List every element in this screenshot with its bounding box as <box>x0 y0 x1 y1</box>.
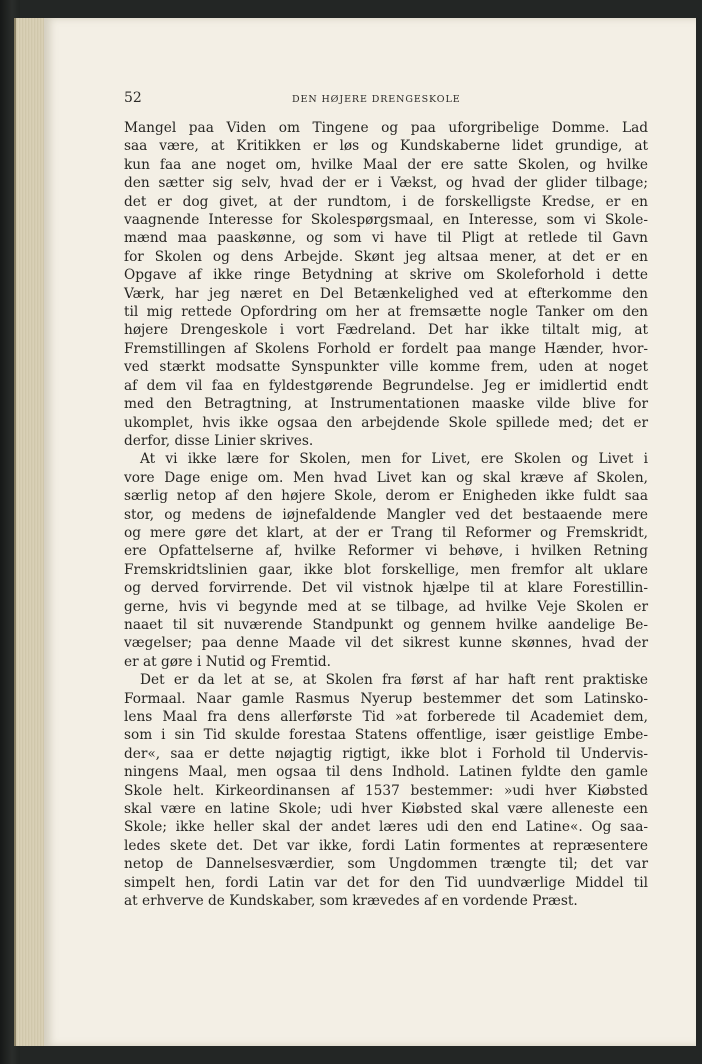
text-line: og mere gøre det klart, at der er Trang til Reformer og Fremskridt, <box>124 524 648 541</box>
text-line: ningens Maal, men ogsaa til dens Indhold. Latinen fyldte den gamle <box>124 764 648 781</box>
text-line: for Skolen og dens Arbejde. Skønt jeg altsaa mener, at det er en <box>124 248 648 265</box>
paragraph <box>124 450 648 671</box>
text-line: Fremskridtslinien gaar, ikke blot forskellige, men fremfor alt uklare <box>124 561 648 578</box>
text-line: Skole helt. Kirkeordinansen af 1537 bestemmer: »udi hver Kiøbsted <box>124 782 648 799</box>
text-line: Opgave af ikke ringe Betydning at skrive om Skoleforhold i dette <box>124 267 648 284</box>
text-line: skal være en latine Skole; udi hver Kiøbsted skal være alleneste een <box>124 801 648 818</box>
text-line: simpelt hen, fordi Latin var det for den Tid uundværlige Middel til <box>124 874 648 891</box>
text-line: ved stærkt modsatte Synspunkter ville komme frem, uden at noget <box>124 359 648 376</box>
text-line: lens Maal fra dens allerførste Tid »at forberede til Academiet dem, <box>124 709 648 725</box>
text-line: ukomplet, hvis ikke ogsaa den arbejdende Skole spillede med; det er <box>124 414 648 431</box>
text-line: derfor, disse Linier skrives. <box>124 432 314 449</box>
text-line: til mig rettede Opfordring om her at fremsætte nogle Tanker om den <box>124 304 648 321</box>
text-line: Formaal. Naar gamle Rasmus Nyerup bestemmer det som Latinsko- <box>124 690 648 707</box>
text-line: vaagnende Interesse for Skolespørgsmaal, en Interesse, som vi Skole- <box>124 212 648 229</box>
text-line: af dem vil faa en fyldestgørende Begrundelse. Jeg er imidlertid endt <box>124 377 648 394</box>
text-line: er at gøre i Nutid og Fremtid. <box>124 653 331 670</box>
text-line: højere Drengeskole i vort Fædreland. Det har ikke tiltalt mig, at <box>124 322 648 339</box>
text-line: særlig netop af den højere Skole, derom er Enigheden ikke fuldt saa <box>124 488 648 505</box>
text-line: ledes skete det. Det var ikke, fordi Latin formentes at repræsentere <box>124 837 648 854</box>
text-line: stor, og medens de iøjnefaldende Mangler ved det bestaaende mere <box>124 506 648 523</box>
text-line: at erhverve de Kundskaber, som krævedes af en vordende Præst. <box>124 893 578 910</box>
text-line: vore Dage enige om. Men hvad Livet kan og skal kræve af Skolen, <box>124 469 648 486</box>
text-line: og derved forvirrende. Det vil vistnok hjælpe til at klare Forestillin- <box>124 580 648 597</box>
text-line: saa være, at Kritikken er løs og Kundskaberne lidet grundige, at <box>124 138 648 155</box>
text-line: det er dog givet, at der rundtom, i de forskelligste Kredse, er en <box>124 193 648 210</box>
text-line: ere Opfattelserne af, hvilke Reformer vi behøve, i hvilken Retning <box>124 543 648 560</box>
page-header <box>124 90 652 110</box>
text-line: den sætter sig selv, hvad der er i Vækst, og hvad der glider tilbage; <box>124 175 648 192</box>
paragraph <box>124 119 648 450</box>
body-text <box>124 119 648 910</box>
text-line: At vi ikke lære for Skolen, men for Livet, ere Skolen og Livet i <box>140 451 648 468</box>
text-line: med den Betragtning, at Instrumentationen maaske vilde blive for <box>124 396 648 413</box>
text-line: netop de Dannelsesværdier, som Ungdommen trængte til; det var <box>124 856 648 873</box>
text-line: Mangel paa Viden om Tingene og paa uforgribelige Domme. Lad <box>124 120 648 136</box>
page-number: 52 <box>124 90 142 106</box>
text-line: Skole; ikke heller skal der andet læres udi den end Latine«. Og saa- <box>124 819 648 836</box>
text-line: Værk, har jeg næret en Del Betænkelighed ved at efterkomme den <box>124 285 648 302</box>
paragraph <box>124 671 648 910</box>
text-line: kun faa ane noget om, hvilke Maal der ere satte Skolen, og hvilke <box>124 156 648 173</box>
text-line: som i sin Tid skulde forestaa Statens offentlige, især geistlige Embe- <box>124 727 648 744</box>
text-line: der«, saa er dette nøjagtig rigtigt, ikke blot i Forhold til Undervis- <box>124 745 648 762</box>
text-line: naaet til sit nuværende Standpunkt og gennem hvilke aandelige Be- <box>124 616 648 633</box>
running-title: DEN HØJERE DRENGESKOLE <box>292 94 461 105</box>
text-line: mænd maa paaskønne, og som vi have til Pligt at retlede til Gavn <box>124 230 648 247</box>
text-line: vægelser; paa denne Maade vil det sikrest kunne skønnes, hvad der <box>124 635 648 652</box>
text-line: Det er da let at se, at Skolen fra først af har haft rent praktiske <box>140 672 648 689</box>
text-line: gerne, hvis vi begynde med at se tilbage, ad hvilke Veje Skolen er <box>124 598 648 615</box>
text-line: Fremstillingen af Skolens Forhold er fordelt paa mange Hænder, hvor- <box>124 340 648 357</box>
